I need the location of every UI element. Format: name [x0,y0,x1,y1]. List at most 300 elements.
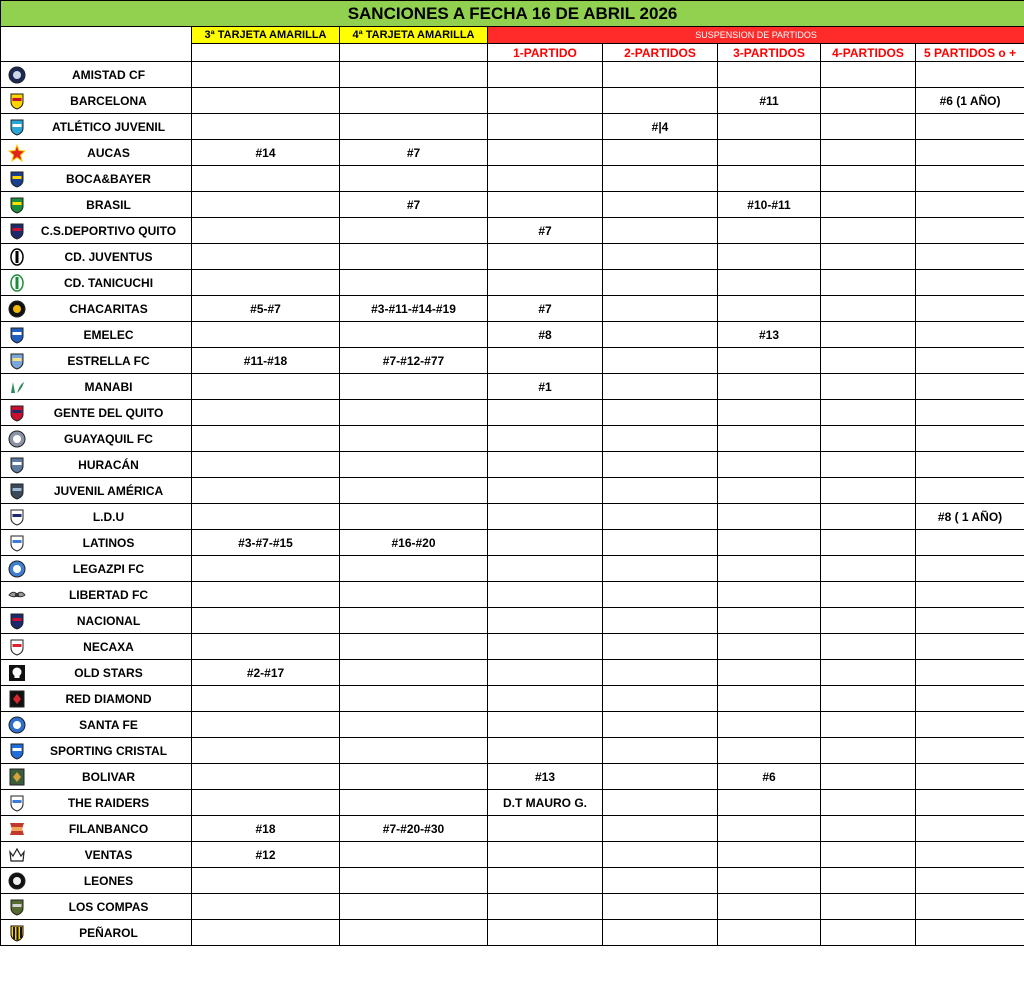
team-wrap [1,426,191,451]
suspension-1-cell [488,348,603,374]
suspension-1-cell [488,426,603,452]
table-row [1,166,1024,192]
suspension-1-cell [488,920,603,946]
suspension-3-cell [718,920,821,946]
tanicuchi-logo-icon [8,274,26,292]
suspension-1-cell: #7 [488,218,603,244]
team-name: HURACÁN [78,457,139,472]
column-header-3-matches: 3-PARTIDOS [718,44,821,62]
fourth-yellow-cell [340,166,488,192]
third-yellow-cell [192,62,340,88]
suspension-3-cell [718,478,821,504]
suspension-5-plus-cell [916,400,1024,426]
team-cell [1,192,192,218]
third-yellow-cell: #3-#7-#15 [192,530,340,556]
suspension-3-cell [718,218,821,244]
suspension-4-cell [821,634,916,660]
table-row [1,62,1024,88]
third-yellow-cell: #11-#18 [192,348,340,374]
team-cell [1,244,192,270]
team-name: LATINOS [82,535,135,550]
fourth-yellow-cell [340,244,488,270]
team-cell [1,62,192,88]
suspension-5-plus-cell [916,348,1024,374]
team-rows [1,62,1024,946]
third-yellow-cell [192,738,340,764]
third-yellow-cell [192,270,340,296]
team-cell [1,816,192,842]
team-wrap [1,634,191,659]
suspension-5-plus-cell: #8 ( 1 AÑO) [916,504,1024,530]
table-row [1,556,1024,582]
old-stars-logo-icon [8,664,26,682]
fourth-yellow-cell: #7-#12-#77 [340,348,488,374]
suspension-3-cell: #13 [718,322,821,348]
suspension-4-cell [821,452,916,478]
santa-fe-logo-icon [8,716,26,734]
suspension-5-plus-cell [916,556,1024,582]
suspension-3-cell [718,712,821,738]
suspension-4-cell [821,790,916,816]
fourth-yellow-cell [340,634,488,660]
latinos-logo-icon [8,534,26,552]
filanbanco-logo-icon [8,820,26,838]
team-cell [1,426,192,452]
suspension-1-cell [488,686,603,712]
bolivar-logo-icon [8,768,26,786]
suspension-4-cell [821,686,916,712]
column-header-2-matches: 2-PARTIDOS [603,44,718,62]
table-row [1,296,1024,322]
suspension-2-cell [603,660,718,686]
team-name: PEÑAROL [79,925,138,940]
suspension-3-cell [718,296,821,322]
team-column-header [1,27,192,62]
suspension-2-cell [603,686,718,712]
third-yellow-cell [192,504,340,530]
suspension-2-cell [603,452,718,478]
team-name: BRASIL [86,197,131,212]
fourth-yellow-cell [340,738,488,764]
team-cell [1,894,192,920]
table-row [1,270,1024,296]
suspension-5-plus-cell [916,608,1024,634]
team-cell [1,270,192,296]
team-cell [1,582,192,608]
suspension-1-cell [488,88,603,114]
suspension-header: SUSPENSION DE PARTIDOS [488,27,1024,44]
suspension-2-cell [603,166,718,192]
suspension-4-cell [821,140,916,166]
penarol-logo-icon [8,924,26,942]
suspension-5-plus-cell [916,244,1024,270]
suspension-5-plus-cell [916,140,1024,166]
suspension-2-cell [603,712,718,738]
deportivo-quito-logo-icon [8,222,26,240]
suspension-4-cell [821,400,916,426]
fourth-yellow-cell [340,556,488,582]
team-name: ESTRELLA FC [67,353,150,368]
suspension-1-cell [488,114,603,140]
fourth-yellow-cell [340,608,488,634]
team-wrap [1,374,191,399]
table-row [1,192,1024,218]
team-wrap [1,764,191,789]
team-wrap [1,790,191,815]
suspension-5-plus-cell [916,790,1024,816]
suspension-4-cell [821,842,916,868]
team-wrap [1,686,191,711]
team-cell [1,452,192,478]
team-cell [1,374,192,400]
team-name: RED DIAMOND [65,691,152,706]
team-cell [1,348,192,374]
suspension-1-cell [488,556,603,582]
team-wrap [1,738,191,763]
table-row [1,400,1024,426]
suspension-5-plus-cell [916,478,1024,504]
suspension-3-cell [718,452,821,478]
suspension-5-plus-cell [916,166,1024,192]
team-cell [1,400,192,426]
suspension-3-cell [718,868,821,894]
table-row [1,634,1024,660]
team-wrap [1,894,191,919]
team-cell [1,296,192,322]
team-name: LEONES [83,873,134,888]
suspension-1-cell [488,712,603,738]
team-name: CD. TANICUCHI [63,275,154,290]
table-row [1,608,1024,634]
team-wrap [1,556,191,581]
table-row [1,842,1024,868]
fourth-yellow-cell [340,426,488,452]
suspension-2-cell [603,530,718,556]
suspension-1-cell [488,582,603,608]
third-yellow-cell: #5-#7 [192,296,340,322]
team-wrap [1,660,191,685]
table-row [1,894,1024,920]
third-yellow-cell: #14 [192,140,340,166]
suspension-3-cell [718,556,821,582]
team-cell [1,114,192,140]
fourth-yellow-cell [340,920,488,946]
suspension-1-cell [488,660,603,686]
team-name: LOS COMPAS [68,899,149,914]
fourth-yellow-cell [340,842,488,868]
team-cell [1,842,192,868]
suspension-1-cell [488,842,603,868]
column-header-1-match: 1-PARTIDO [488,44,603,62]
team-cell [1,530,192,556]
suspension-1-cell: #13 [488,764,603,790]
table-row [1,868,1024,894]
suspension-5-plus-cell [916,816,1024,842]
necaxa-logo-icon [8,638,26,656]
suspension-4-cell [821,478,916,504]
table-row [1,114,1024,140]
suspension-1-cell [488,140,603,166]
team-name: MANABI [84,379,133,394]
ldu-logo-icon [8,508,26,526]
suspension-2-cell [603,920,718,946]
table-row [1,478,1024,504]
fourth-yellow-cell [340,114,488,140]
team-wrap [1,192,191,217]
juvenil-america-logo-icon [8,482,26,500]
team-cell [1,920,192,946]
suspension-1-cell [488,192,603,218]
team-wrap [1,920,191,945]
team-cell [1,790,192,816]
suspension-4-cell [821,322,916,348]
table-row [1,712,1024,738]
team-cell [1,504,192,530]
third-yellow-cell [192,452,340,478]
team-wrap [1,582,191,607]
suspension-5-plus-cell [916,62,1024,88]
suspension-1-cell [488,504,603,530]
team-wrap [1,244,191,269]
suspension-5-plus-cell [916,660,1024,686]
table-row [1,738,1024,764]
suspension-1-cell [488,244,603,270]
guayaquil-logo-icon [8,430,26,448]
suspension-4-cell [821,608,916,634]
suspension-3-cell [718,582,821,608]
fourth-yellow-cell [340,218,488,244]
legazpi-logo-icon [8,560,26,578]
third-yellow-cell [192,114,340,140]
suspension-1-cell [488,634,603,660]
team-name: CHACARITAS [69,301,148,316]
suspension-5-plus-cell [916,634,1024,660]
team-wrap [1,816,191,841]
suspension-4-cell [821,192,916,218]
table-row [1,816,1024,842]
table-row [1,88,1024,114]
ventas-logo-icon [8,846,26,864]
team-wrap [1,712,191,737]
team-wrap [1,400,191,425]
suspension-5-plus-cell [916,738,1024,764]
third-yellow-cell: #18 [192,816,340,842]
suspension-3-cell [718,348,821,374]
third-yellow-cell [192,400,340,426]
third-yellow-cell [192,192,340,218]
suspension-4-cell [821,270,916,296]
suspension-5-plus-cell [916,114,1024,140]
suspension-5-plus-cell [916,686,1024,712]
team-name: SANTA FE [79,717,138,732]
team-name: NACIONAL [76,613,141,628]
fourth-yellow-cell [340,478,488,504]
suspension-4-cell [821,868,916,894]
suspension-2-cell [603,322,718,348]
third-yellow-cell [192,88,340,114]
third-yellow-cell [192,478,340,504]
suspension-5-plus-cell [916,374,1024,400]
team-cell [1,478,192,504]
third-yellow-cell [192,374,340,400]
third-yellow-cell [192,790,340,816]
juventus-logo-icon [8,248,26,266]
team-name: NECAXA [83,639,134,654]
suspension-4-cell [821,582,916,608]
suspension-2-cell [603,244,718,270]
team-name: SPORTING CRISTAL [49,743,168,758]
suspension-1-cell: #1 [488,374,603,400]
suspension-4-cell [821,296,916,322]
suspension-4-cell [821,218,916,244]
suspension-2-cell [603,88,718,114]
third-yellow-cell [192,582,340,608]
third-yellow-cell [192,322,340,348]
aucas-logo-icon [8,144,26,162]
suspension-5-plus-cell [916,296,1024,322]
team-name: LIBERTAD FC [68,587,149,602]
third-yellow-cell [192,608,340,634]
gente-del-quito-logo-icon [8,404,26,422]
suspension-5-plus-cell [916,920,1024,946]
third-yellow-cell [192,920,340,946]
table-row [1,504,1024,530]
suspension-3-cell [718,894,821,920]
suspension-4-cell [821,166,916,192]
suspension-2-cell [603,738,718,764]
suspension-2-cell [603,296,718,322]
suspension-2-cell [603,426,718,452]
team-name: AUCAS [87,145,130,160]
team-name: ATLÉTICO JUVENIL [51,119,166,134]
fourth-yellow-cell [340,894,488,920]
suspension-2-cell [603,764,718,790]
fourth-yellow-cell [340,712,488,738]
suspension-4-cell [821,244,916,270]
suspension-3-cell [718,686,821,712]
suspension-3-cell: #6 [718,764,821,790]
team-wrap [1,842,191,867]
suspension-2-cell [603,348,718,374]
emelec-logo-icon [8,326,26,344]
suspension-1-cell [488,452,603,478]
suspension-3-cell [718,608,821,634]
fourth-yellow-cell: #3-#11-#14-#19 [340,296,488,322]
suspension-2-cell [603,816,718,842]
suspension-5-plus-cell [916,530,1024,556]
third-yellow-cell [192,218,340,244]
suspension-2-cell [603,400,718,426]
table-row [1,530,1024,556]
team-wrap [1,608,191,633]
suspension-5-plus-cell [916,452,1024,478]
suspension-3-cell [718,400,821,426]
atletico-juvenil-logo-icon [8,118,26,136]
suspension-1-cell [488,400,603,426]
suspension-1-cell [488,868,603,894]
suspension-1-cell [488,530,603,556]
brasil-logo-icon [8,196,26,214]
team-wrap [1,504,191,529]
libertad-logo-icon [8,586,26,604]
suspension-3-cell [718,738,821,764]
fourth-yellow-cell [340,504,488,530]
team-wrap [1,478,191,503]
fourth-yellow-cell: #7 [340,140,488,166]
suspension-3-cell [718,270,821,296]
suspension-1-cell: #8 [488,322,603,348]
suspension-4-cell [821,894,916,920]
fourth-yellow-cell [340,764,488,790]
suspension-5-plus-cell [916,712,1024,738]
table-row [1,920,1024,946]
fourth-yellow-cell [340,452,488,478]
suspension-4-cell [821,426,916,452]
suspension-2-cell [603,192,718,218]
suspension-2-cell [603,140,718,166]
team-wrap [1,270,191,295]
suspension-2-cell: #|4 [603,114,718,140]
nacional-logo-icon [8,612,26,630]
team-cell [1,218,192,244]
team-name: EMELEC [83,327,134,342]
third-yellow-cell [192,712,340,738]
third-yellow-cell [192,244,340,270]
team-wrap [1,322,191,347]
table-row [1,322,1024,348]
fourth-yellow-cell [340,374,488,400]
fourth-yellow-cell [340,686,488,712]
suspension-3-cell [718,530,821,556]
team-name: BOLIVAR [81,769,136,784]
amistad-logo-icon [8,66,26,84]
third-yellow-cell [192,764,340,790]
suspension-2-cell [603,62,718,88]
suspension-3-cell [718,842,821,868]
suspension-3-cell [718,166,821,192]
fourth-yellow-cell [340,400,488,426]
page-title: SANCIONES A FECHA 16 DE ABRIL 2026 [1,1,1024,27]
leones-logo-icon [8,872,26,890]
suspension-3-cell [718,504,821,530]
column-header-4-matches: 4-PARTIDOS [821,44,916,62]
suspension-2-cell [603,608,718,634]
team-wrap [1,296,191,321]
table-row [1,374,1024,400]
suspension-2-cell [603,842,718,868]
suspension-4-cell [821,660,916,686]
third-yellow-cell [192,894,340,920]
fourth-yellow-cell [340,790,488,816]
fourth-yellow-cell: #16-#20 [340,530,488,556]
fourth-yellow-cell [340,660,488,686]
team-cell [1,686,192,712]
team-name: FILANBANCO [68,821,149,836]
team-name: BARCELONA [70,93,147,108]
third-yellow-header: 3ª TARJETA AMARILLA [192,27,340,44]
table-row [1,790,1024,816]
team-wrap [1,218,191,243]
table-row [1,244,1024,270]
suspension-5-plus-cell [916,218,1024,244]
table-row [1,686,1024,712]
suspension-1-cell [488,478,603,504]
boca-bayer-logo-icon [8,170,26,188]
table-row [1,764,1024,790]
suspension-5-plus-cell [916,270,1024,296]
third-yellow-cell [192,634,340,660]
third-yellow-cell [192,426,340,452]
